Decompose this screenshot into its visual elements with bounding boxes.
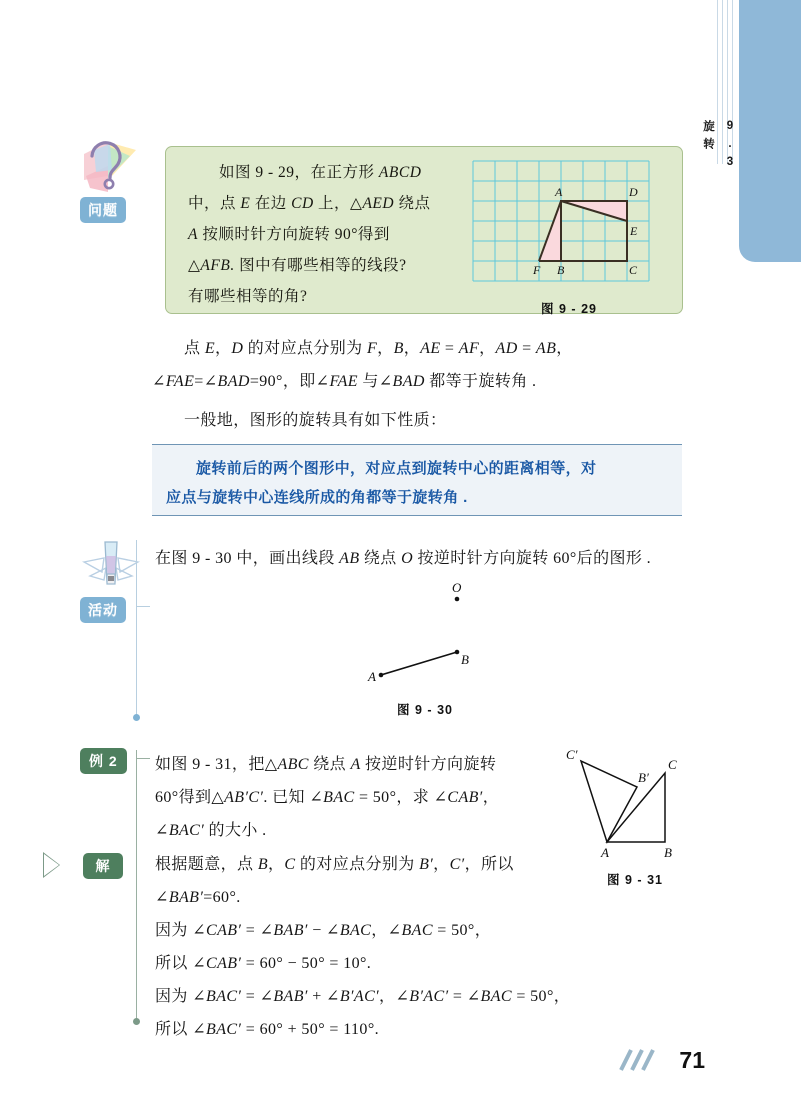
example-problem-line-2: 60°得到△AB′C′. 已知 ∠BAC = 50°，求 ∠CAB′， xyxy=(155,789,500,806)
problem-line-2: 中，点 E 在边 CD 上，△AED 绕点 xyxy=(188,195,431,212)
label-C: C xyxy=(668,757,677,772)
point-B xyxy=(455,650,460,655)
label-O: O xyxy=(452,580,462,595)
problem-line-1: 如图 9 - 29，在正方形 ABCD xyxy=(219,164,422,181)
solution-text xyxy=(155,848,575,914)
property-text xyxy=(166,454,672,512)
solution-line-3: 因为 ∠CAB′ = ∠BAB′ − ∠BAC，∠BAC = 50°， xyxy=(155,922,492,939)
figure-9-31 xyxy=(560,742,710,862)
property-line-1: 旋转前后的两个图形中，对应点到旋转中心的距离相等，对 xyxy=(196,460,597,477)
segment-AB xyxy=(381,652,457,675)
point-A xyxy=(379,673,384,678)
label-C: C xyxy=(629,263,638,277)
activity-guide-line xyxy=(136,540,137,718)
activity-guide-dot xyxy=(133,714,140,721)
figure-9-29-caption: 图 9 - 29 xyxy=(541,302,597,316)
question-mark-icon xyxy=(78,136,142,198)
problem-text xyxy=(188,157,446,312)
solution-line-1: 根据题意，点 B，C 的对应点分别为 B′，C′，所以 xyxy=(155,856,514,873)
label-B: B xyxy=(664,845,672,860)
triangle-outlines xyxy=(581,761,665,842)
activity-text: 在图 9 - 30 中，画出线段 AB 绕点 O 按逆时针方向旋转 60°后的图形 . xyxy=(155,550,652,567)
problem-line-5: 有哪些相等的角? xyxy=(188,288,308,305)
label-Cp: C′ xyxy=(566,747,578,762)
problem-badge: 问题 xyxy=(80,197,126,223)
point-O xyxy=(455,597,460,602)
section-header-label xyxy=(702,120,741,174)
property-line-2: 应点与旋转中心连线所成的角都等于旋转角 . xyxy=(166,489,468,506)
example-guide-dot xyxy=(133,1018,140,1025)
figure-9-31-caption: 图 9 - 31 xyxy=(607,873,663,887)
label-B: B xyxy=(461,652,469,667)
activity-badge: 活动 xyxy=(80,597,126,623)
solution-line-2: ∠BAB′=60°. xyxy=(155,889,241,906)
section-tab xyxy=(739,0,801,262)
example-badge: 例 2 xyxy=(80,748,127,774)
problem-line-4: △AFB. 图中有哪些相等的线段? xyxy=(188,257,407,274)
paragraph-1-line-2: ∠FAE=∠BAD=90°，即∠FAE 与∠BAD 都等于旋转角 . xyxy=(152,373,537,390)
example-problem-line-1: 如图 9 - 31，把△ABC 绕点 A 按逆时针方向旋转 xyxy=(155,756,497,773)
vertex-labels xyxy=(532,185,638,277)
label-A: A xyxy=(368,669,376,684)
example-problem xyxy=(155,748,565,847)
label-A: A xyxy=(555,185,563,199)
solution-badge: 解 xyxy=(83,853,123,879)
activity-guide-tick xyxy=(136,606,150,607)
paragraph-1 xyxy=(152,332,684,398)
solution-line-5: 因为 ∠BAC′ = ∠BAB′ + ∠B′AC′，∠B′AC′ = ∠BAC = 50°， xyxy=(155,988,571,1005)
solution-text-2 xyxy=(155,914,655,1046)
triangle-ABpCp xyxy=(581,761,637,842)
label-Bp: B′ xyxy=(638,770,649,785)
paragraph-2: 一般地，图形的旋转具有如下性质： xyxy=(184,412,447,429)
figure-9-29 xyxy=(471,159,667,305)
section-number: 9.3 xyxy=(724,120,736,174)
label-A: A xyxy=(601,845,609,860)
label-D: D xyxy=(629,185,638,199)
page-decoration-icon xyxy=(615,1048,661,1072)
label-F: F xyxy=(533,263,541,277)
solution-arrow xyxy=(44,854,59,876)
example-guide-line xyxy=(136,750,137,1022)
example-problem-line-3: ∠BAC′ 的大小 . xyxy=(155,822,267,839)
example-guide-tick xyxy=(136,758,150,759)
paragraph-1-line-1: 点 E，D 的对应点分别为 F，B，AE = AF，AD = AB， xyxy=(184,340,573,357)
problem-line-3: A 按顺时针方向旋转 90°得到 xyxy=(188,226,390,243)
property-box xyxy=(152,444,682,516)
problem-box xyxy=(165,146,683,314)
solution-line-6: 所以 ∠BAC′ = 60° + 50° = 110°. xyxy=(155,1021,380,1038)
section-title: 旋转 xyxy=(702,120,714,155)
triangle-ABC xyxy=(607,773,665,842)
label-B: B xyxy=(557,263,565,277)
figure-9-30-caption: 图 9 - 30 xyxy=(397,703,453,717)
figure-9-30 xyxy=(340,575,510,695)
page-number: 71 xyxy=(679,1047,705,1073)
label-E: E xyxy=(630,224,638,238)
solution-line-4: 所以 ∠CAB′ = 60° − 50° = 10°. xyxy=(155,955,372,972)
test-tube-icon xyxy=(80,538,142,596)
